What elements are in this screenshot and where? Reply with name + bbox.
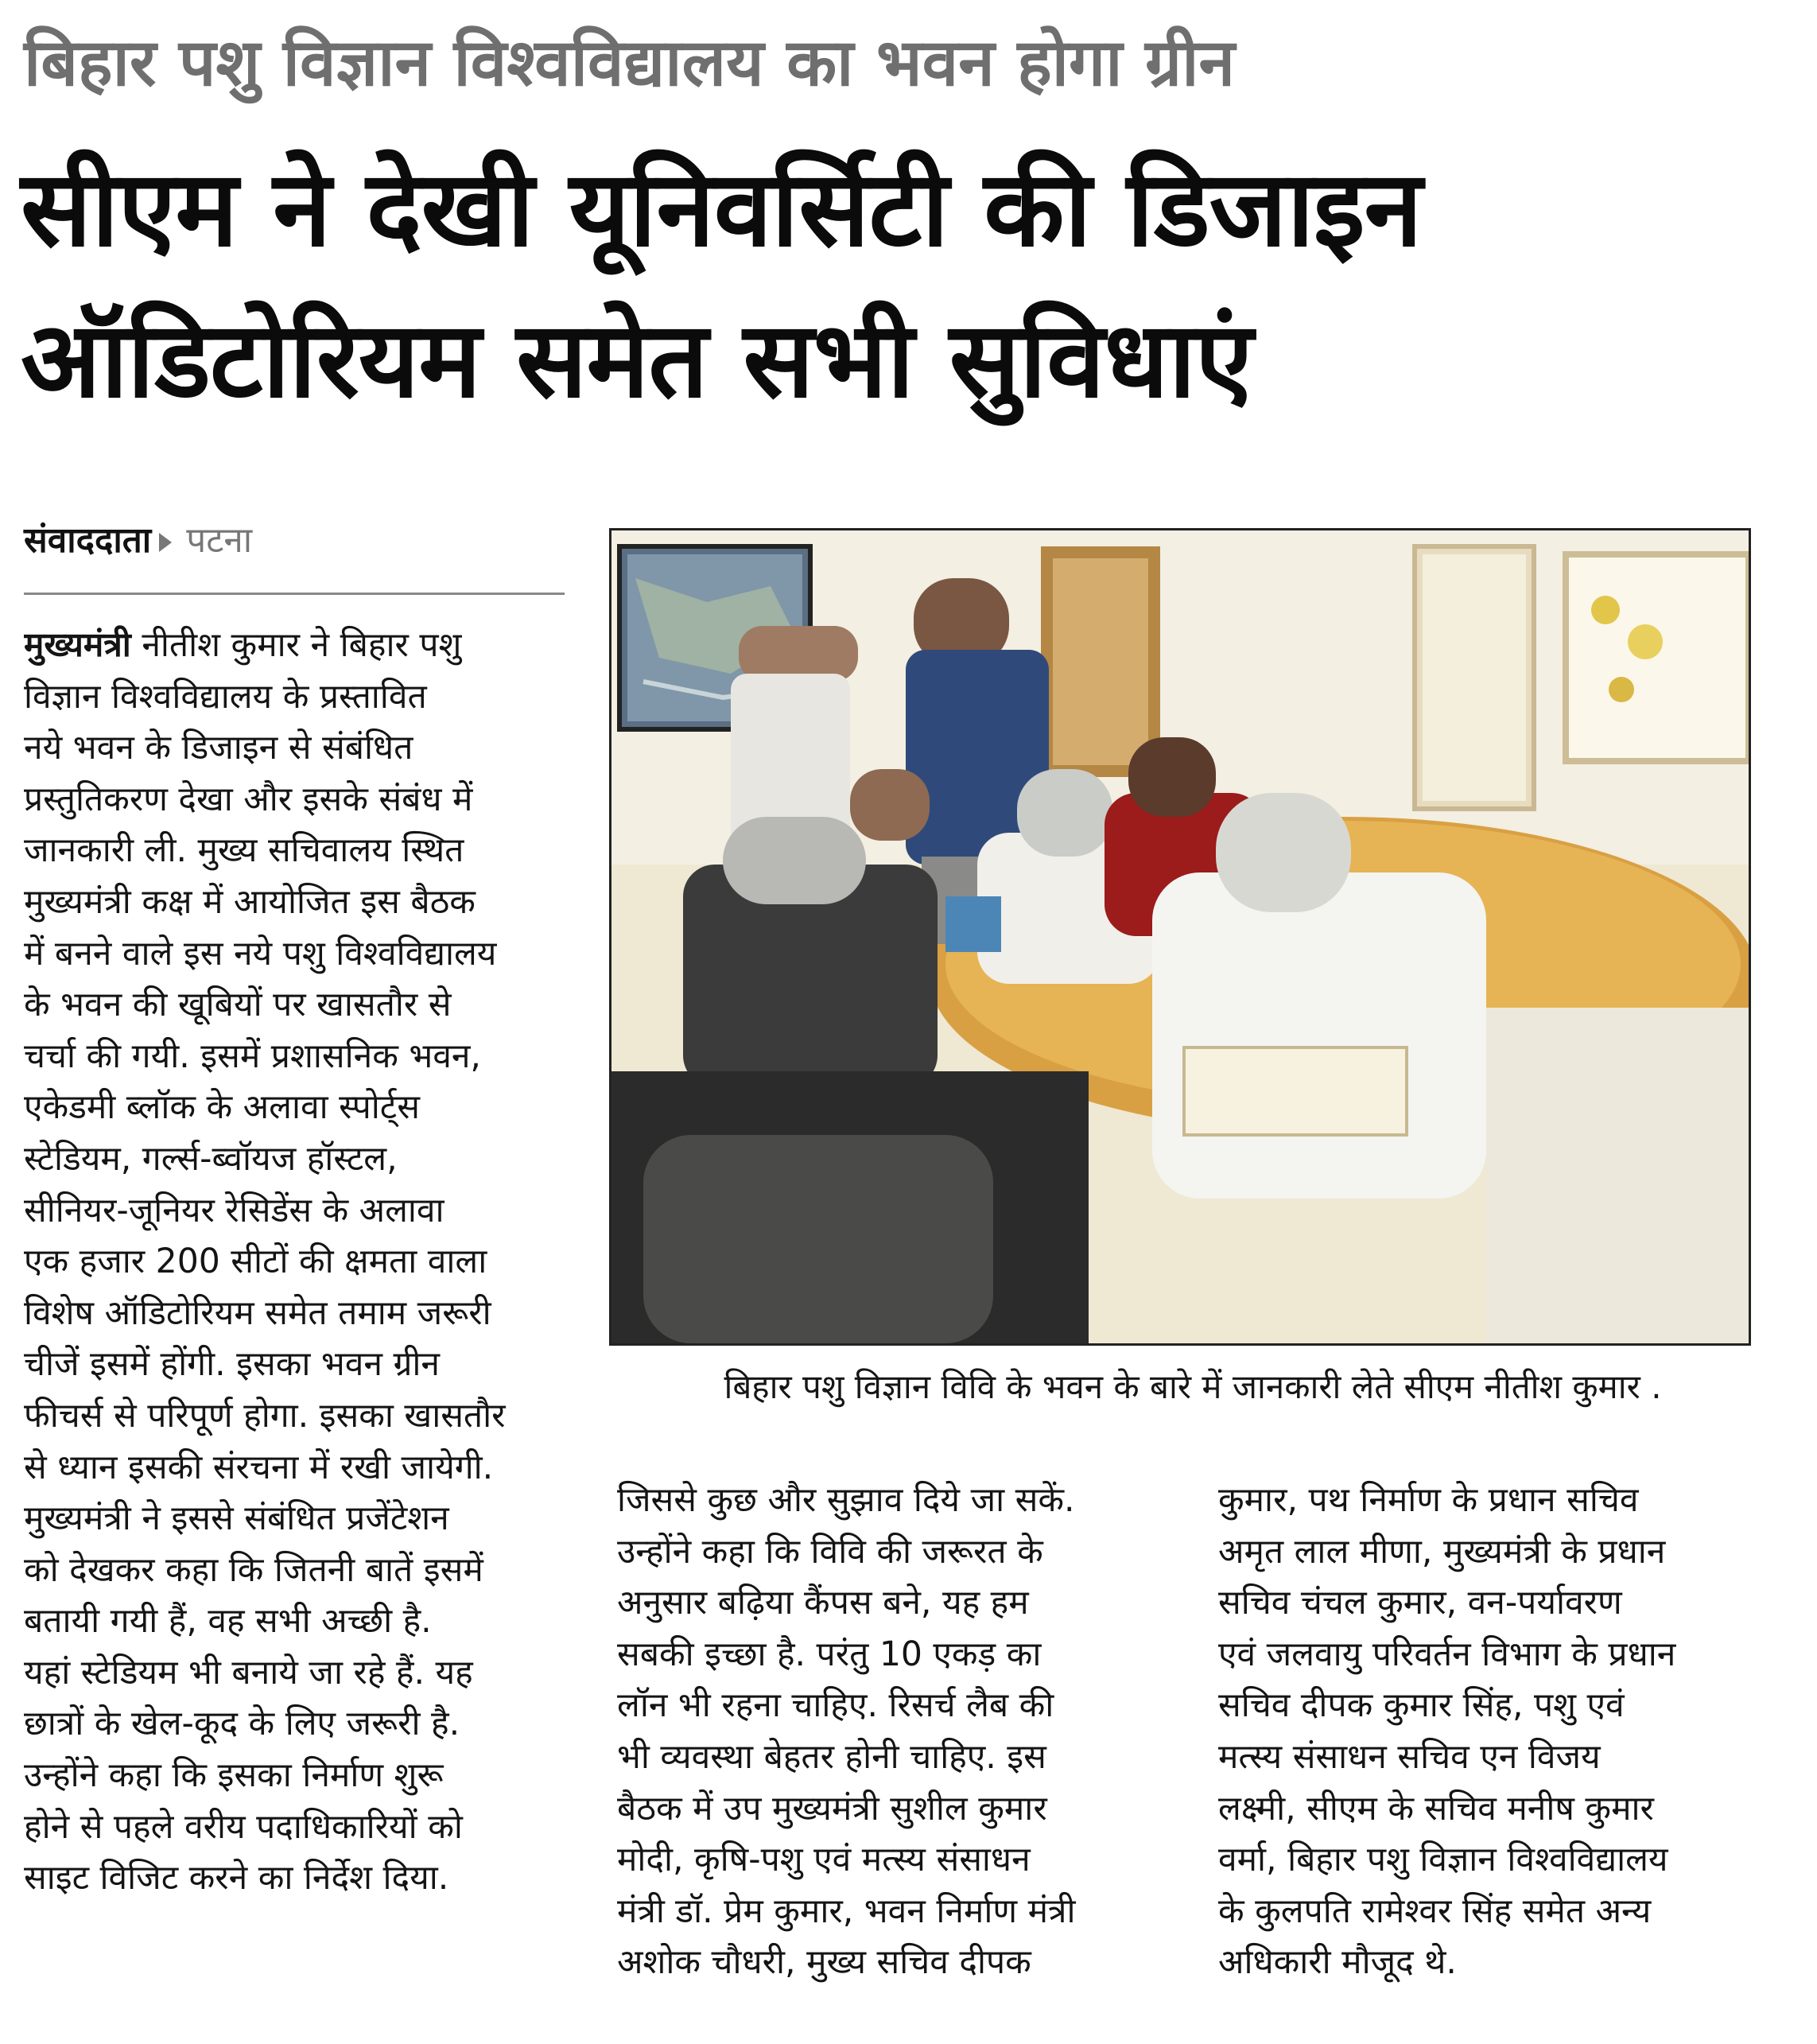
article-line: बतायी गयी हैं, वह सभी अच्छी है. <box>24 1602 432 1642</box>
article-line: छात्रों के खेल-कूद के लिए जरूरी है. <box>24 1704 460 1744</box>
article-line: भी व्यवस्था बेहतर होनी चाहिए. इस <box>617 1737 1046 1777</box>
article-line: कुमार, पथ निर्माण के प्रधान सचिव <box>1218 1481 1639 1520</box>
article-line: जिससे कुछ और सुझाव दिये जा सकें. <box>617 1481 1075 1520</box>
article-line: उन्होंने कहा कि विवि की जरूरत के <box>617 1532 1043 1572</box>
article-line: प्रस्तुतिकरण देखा और इसके संबंध में <box>24 779 473 819</box>
article-line: से ध्यान इसकी संरचना में रखी जायेगी. <box>24 1448 494 1487</box>
article-line: मत्स्य संसाधन सचिव एन विजय <box>1218 1737 1601 1777</box>
photo-caption: बिहार पशु विज्ञान विवि के भवन के बारे में जानकारी लेते सीएम नीतीश कुमार . <box>724 1367 1662 1406</box>
article-column-2 <box>617 1475 1175 1989</box>
article-line: सचिव दीपक कुमार सिंह, पशु एवं <box>1218 1686 1625 1726</box>
kicker-headline: बिहार पशु विज्ञान विश्वविद्यालय का भवन होगा ग्रीन <box>24 25 1235 101</box>
article-column-3 <box>1218 1475 1778 1989</box>
article-line: सचिव चंचल कुमार, वन-पर्यावरण <box>1218 1584 1622 1623</box>
article-line: अधिकारी मौजूद थे. <box>1218 1943 1457 1983</box>
article-line: के भवन की खूबियों पर खासतौर से <box>24 985 452 1025</box>
article-line: सबकी इच्छा है. परंतु 10 एकड़ का <box>617 1634 1042 1674</box>
article-line: एक हजार 200 सीटों की क्षमता वाला <box>24 1242 487 1282</box>
article-line: एकेडमी ब्लॉक के अलावा स्पोर्ट्स <box>24 1088 420 1128</box>
meeting-room-illustration <box>611 530 1749 1343</box>
article-line: वर्मा, बिहार पशु विज्ञान विश्वविद्यालय <box>1218 1840 1668 1880</box>
article-line: नये भवन के डिजाइन से संबंधित <box>24 729 413 768</box>
byline-arrow-icon <box>159 533 172 552</box>
article-line: होने से पहले वरीय पदाधिकारियों को <box>24 1807 463 1847</box>
headline-line-1: सीएम ने देखी यूनिवर्सिटी की डिजाइन <box>21 148 1422 270</box>
byline-reporter: संवाददाता <box>24 520 152 561</box>
article-line: में बनने वाले इस नये पशु विश्वविद्यालय <box>24 934 497 973</box>
article-line: यहां स्टेडियम भी बनाये जा रहे हैं. यह <box>24 1653 473 1692</box>
byline <box>24 509 252 573</box>
article-line: जानकारी ली. मुख्य सचिवालय स्थित <box>24 831 464 871</box>
article-line: अनुसार बढ़िया कैंपस बने, यह हम <box>617 1584 1029 1623</box>
lead-word: मुख्यमंत्री <box>24 626 131 665</box>
article-line: मुख्यमंत्री कक्ष में आयोजित इस बैठक <box>24 882 476 922</box>
article-line: लॉन भी रहना चाहिए. रिसर्च लैब की <box>617 1686 1054 1726</box>
article-line: के कुलपति रामेश्वर सिंह समेत अन्य <box>1218 1891 1652 1931</box>
article-line: मंत्री डॉ. प्रेम कुमार, भवन निर्माण मंत्री <box>617 1891 1076 1931</box>
article-line: एवं जलवायु परिवर्तन विभाग के प्रधान <box>1218 1634 1676 1674</box>
article-column-1 <box>24 620 573 1905</box>
article-line: साइट विजिट करने का निर्देश दिया. <box>24 1859 449 1898</box>
article-line: विशेष ऑडिटोरियम समेत तमाम जरूरी <box>24 1293 491 1333</box>
article-line: मोदी, कृषि-पशु एवं मत्स्य संसाधन <box>617 1840 1031 1880</box>
main-headline <box>21 134 1802 436</box>
article-line: अमृत लाल मीणा, मुख्यमंत्री के प्रधान <box>1218 1532 1666 1572</box>
article-line: चर्चा की गयी. इसमें प्रशासनिक भवन, <box>24 1036 481 1076</box>
byline-place: पटना <box>186 520 253 561</box>
news-photo <box>609 528 1751 1346</box>
article-line: फीचर्स से परिपूर्ण होगा. इसका खासतौर <box>24 1396 506 1436</box>
article-line: लक्ष्मी, सीएम के सचिव मनीष कुमार <box>1218 1789 1654 1828</box>
article-line: उन्होंने कहा कि इसका निर्माण शुरू <box>24 1756 444 1796</box>
article-line: विज्ञान विश्वविद्यालय के प्रस्तावित <box>24 677 427 717</box>
article-line: चीजें इसमें होंगी. इसका भवन ग्रीन <box>24 1345 441 1385</box>
headline-line-2: ऑडिटोरियम समेत सभी सुविधाएं <box>21 299 1252 422</box>
article-line: सीनियर-जूनियर रेसिडेंस के अलावा <box>24 1191 445 1230</box>
article-line: को देखकर कहा कि जितनी बातें इसमें <box>24 1550 483 1590</box>
byline-divider <box>24 593 565 595</box>
article-line: मुख्यमंत्री ने इससे संबंधित प्रजेंटेशन <box>24 1499 449 1539</box>
article-line: अशोक चौधरी, मुख्य सचिव दीपक <box>617 1943 1031 1983</box>
article-line: बैठक में उप मुख्यमंत्री सुशील कुमार <box>617 1789 1047 1828</box>
article-line <box>24 620 573 672</box>
line-text: नीतीश कुमार ने बिहार पशु <box>130 626 462 665</box>
article-line: स्टेडियम, गर्ल्स-ब्वॉयज हॉस्टल, <box>24 1139 398 1179</box>
